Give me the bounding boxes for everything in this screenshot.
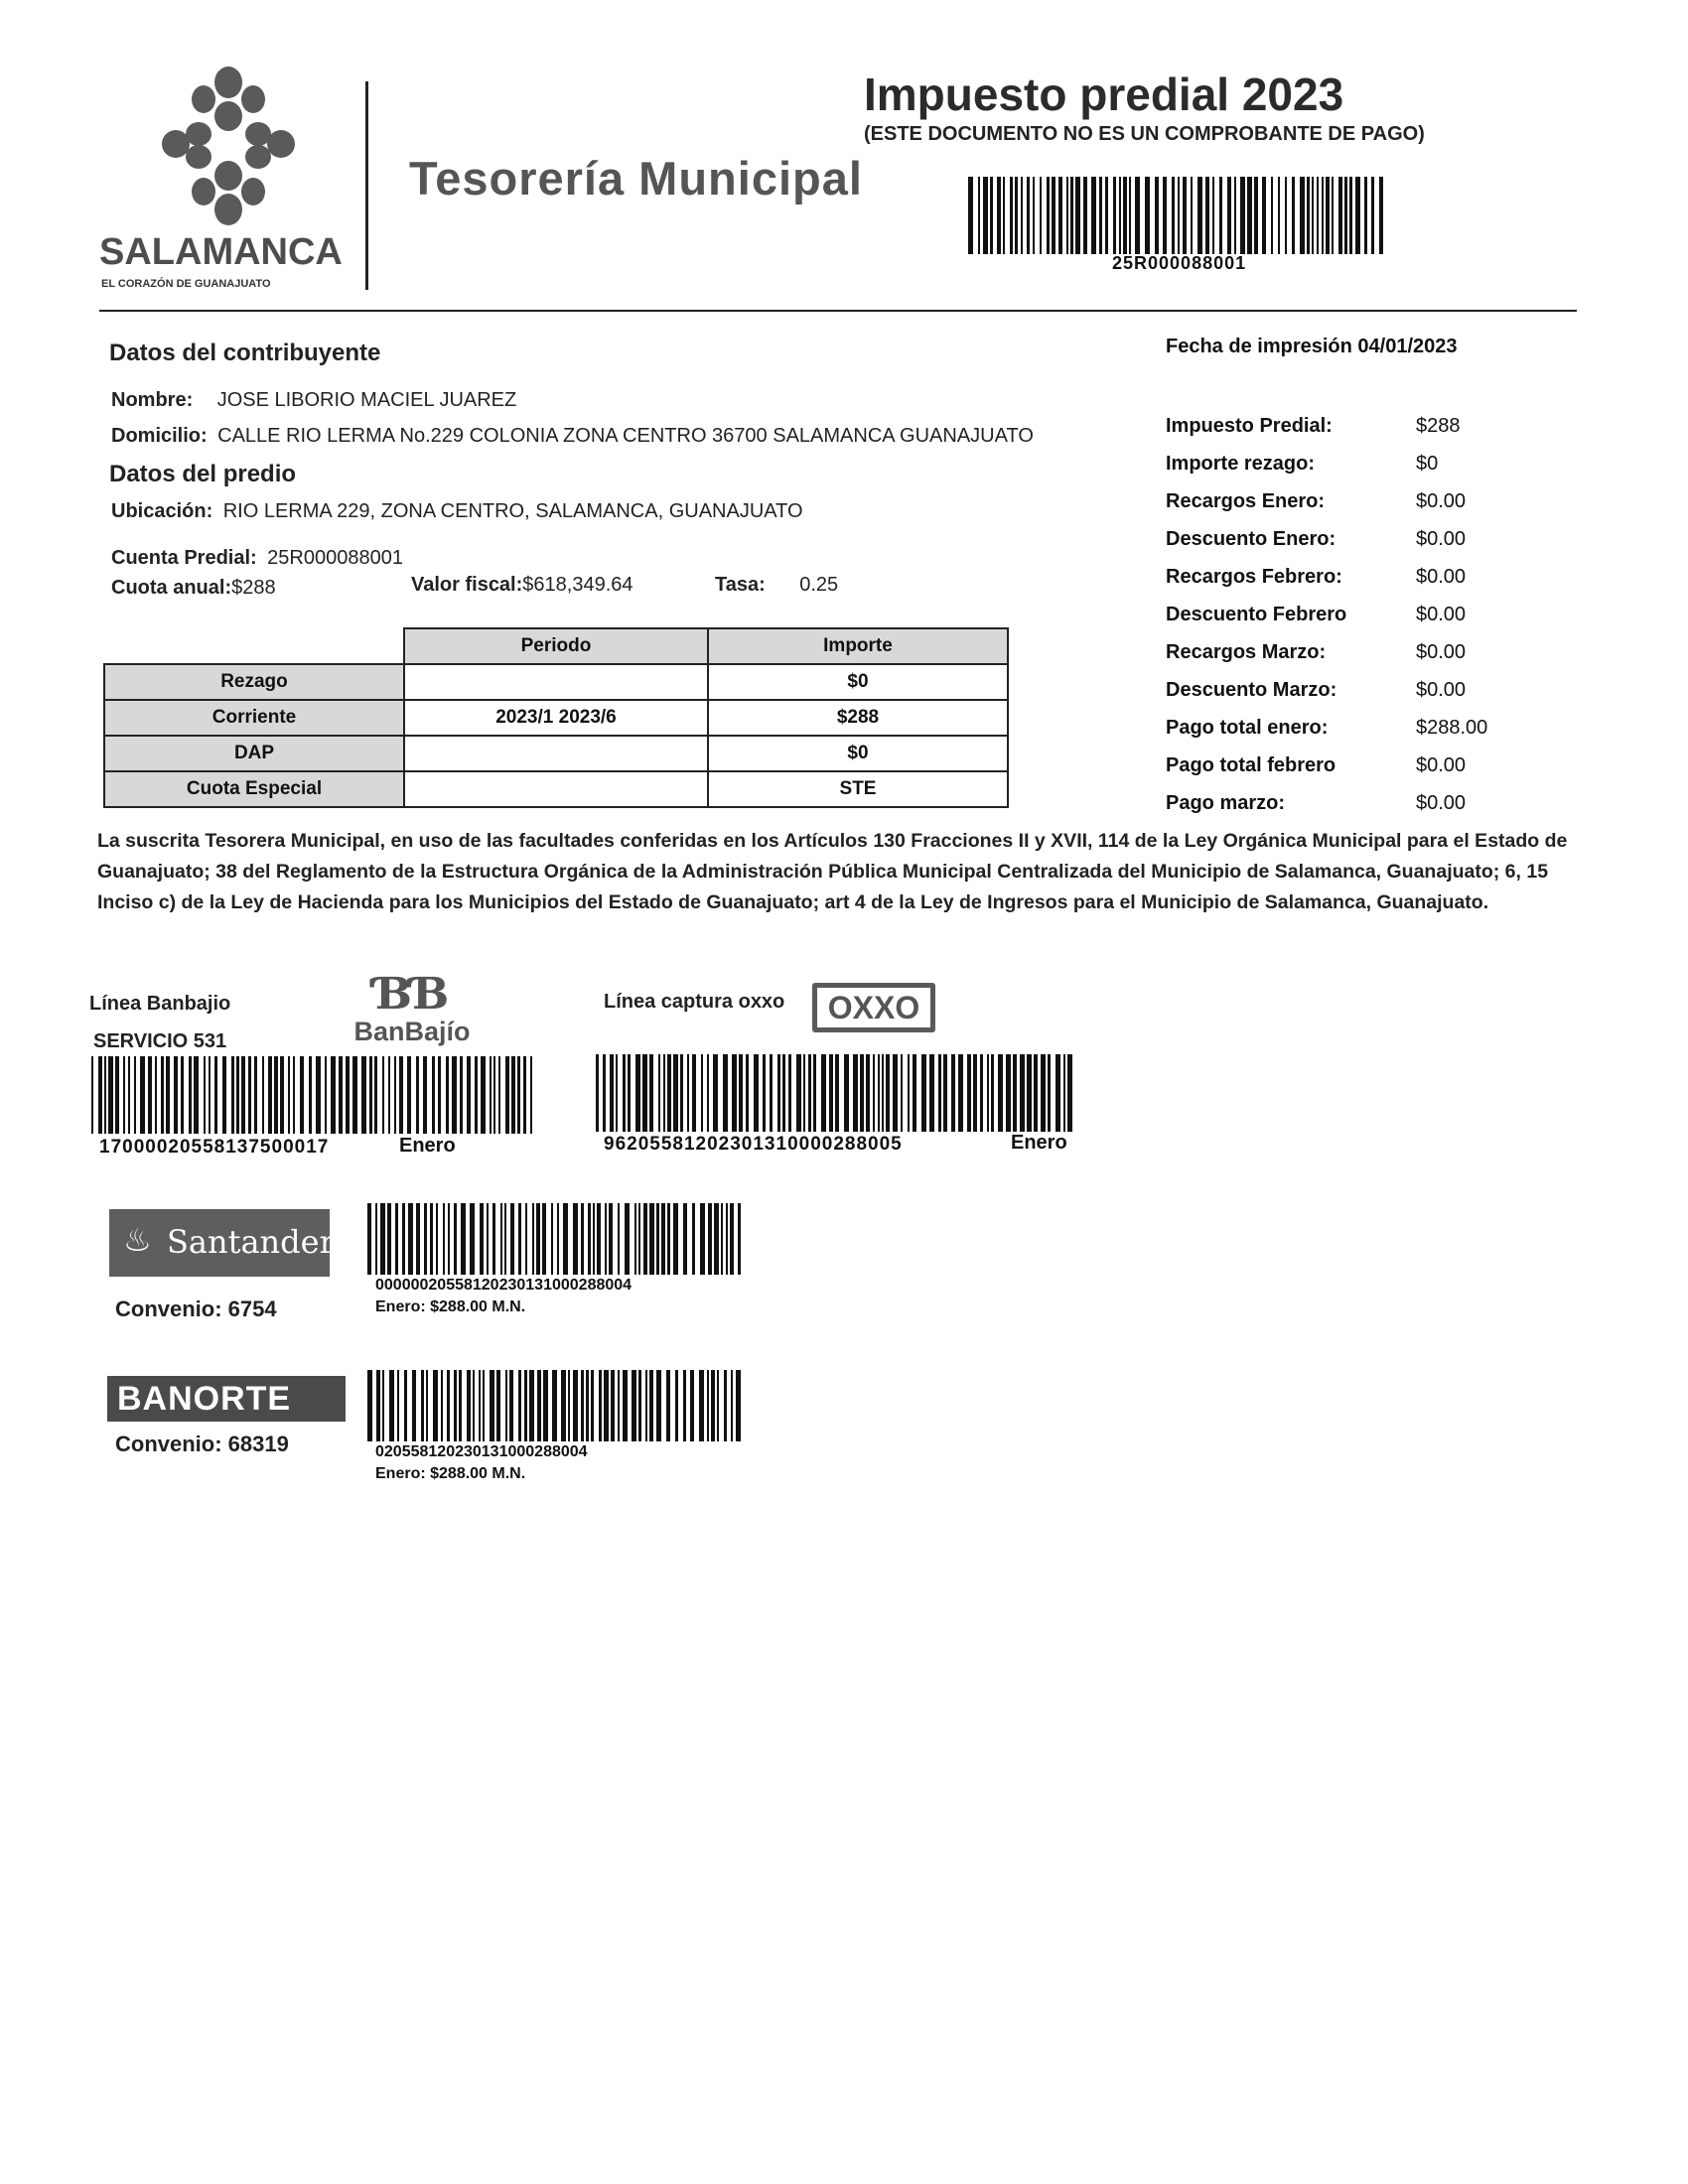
print-date-value: 04/01/2023 <box>1357 336 1458 357</box>
table-row <box>104 736 1008 771</box>
summary-row <box>1166 453 1563 490</box>
table-header-amount: Importe <box>708 628 1008 664</box>
summary-label: Pago marzo: <box>1166 792 1286 814</box>
summary-row <box>1166 754 1563 792</box>
summary-row <box>1166 528 1563 566</box>
santander-barcode <box>367 1203 747 1275</box>
table-cell-amount: STE <box>708 771 1008 807</box>
summary-label: Descuento Febrero <box>1166 604 1347 625</box>
fiscal-label: Valor fiscal: <box>411 574 523 596</box>
summary-row <box>1166 566 1563 604</box>
summary-row <box>1166 604 1563 641</box>
banbajio-logo-text: BanBajío <box>353 1017 471 1046</box>
property-section-title: Datos del predio <box>109 461 297 487</box>
summary-value: $0.00 <box>1416 528 1467 550</box>
oxxo-barcode <box>596 1054 1076 1132</box>
rate-label: Tasa: <box>715 574 766 596</box>
santander-logo <box>109 1209 335 1277</box>
location-label: Ubicación: <box>111 500 213 522</box>
table-row <box>104 664 1008 700</box>
oxxo-month: Enero <box>1011 1132 1067 1154</box>
summary-label: Recargos Febrero: <box>1166 566 1342 588</box>
header-rule <box>99 310 1577 312</box>
santander-logo-text: Santander <box>167 1223 335 1261</box>
print-date <box>1166 336 1458 358</box>
taxpayer-section-title: Datos del contribuyente <box>109 340 381 366</box>
property-location: RIO LERMA 229, ZONA CENTRO, SALAMANCA, GUANAJUATO <box>222 500 803 522</box>
salamanca-logo <box>99 65 357 303</box>
oxxo-barcode-text: 96205581202301310000288005 <box>604 1134 903 1155</box>
document-subtitle: (ESTE DOCUMENTO NO ES UN COMPROBANTE DE PAGO) <box>864 123 1425 145</box>
summary-label: Descuento Enero: <box>1166 528 1336 550</box>
table-row <box>104 771 1008 807</box>
summary-value: $0 <box>1416 453 1439 475</box>
banorte-amount: Enero: $288.00 M.N. <box>375 1465 526 1482</box>
summary-value: $288.00 <box>1416 717 1488 739</box>
summary-value: $0.00 <box>1416 490 1467 512</box>
property-rate-row <box>715 574 838 597</box>
logo-city-name: SALAMANCA <box>99 231 343 273</box>
address-label: Domicilio: <box>111 425 208 447</box>
santander-amount: Enero: $288.00 M.N. <box>375 1298 526 1315</box>
legal-text: La suscrita Tesorera Municipal, en uso de las facultades conferidas en los Artículos 130 Fracciones II y XVII, 114 de la Ley Orgánica Municipal para el Estado de Guanajuato; 38 del Reglamento de la Estructura Orgánica de la Administración Pública Municipal Centralizada del Municipio de Salamanca, Guanajuato; 6, 15 Inciso c) de la Ley de Hacienda para los Municipios del Estado de Guanajuato; art 4 de la Ley de Ingresos para el Municipio de Salamanca, Guanajuato. <box>97 830 1568 913</box>
document-title: Impuesto predial 2023 <box>864 68 1344 120</box>
property-account: 25R000088001 <box>267 547 403 569</box>
taxpayer-address: CALLE RIO LERMA No.229 COLONIA ZONA CENTRO 36700 SALAMANCA GUANAJUATO <box>217 425 1034 447</box>
property-fiscal-row <box>411 574 633 597</box>
banorte-logo <box>107 1376 346 1422</box>
account-barcode <box>968 177 1385 254</box>
summary-value: $0.00 <box>1416 566 1467 588</box>
name-label: Nombre: <box>111 389 194 411</box>
santander-agreement: Convenio: 6754 <box>115 1297 277 1321</box>
annual-label: Cuota anual: <box>111 577 232 599</box>
header-divider <box>365 81 368 290</box>
property-fiscal: $618,349.64 <box>522 574 633 596</box>
summary-row <box>1166 679 1563 717</box>
table-cell-period <box>404 771 708 807</box>
table-header-row <box>104 628 1008 664</box>
property-location-row <box>111 500 803 523</box>
oxxo-logo-text: OXXO <box>817 988 930 1027</box>
print-date-label: Fecha de impresión <box>1166 336 1352 357</box>
summary-label: Pago total enero: <box>1166 717 1329 739</box>
taxpayer-name: JOSE LIBORIO MACIEL JUAREZ <box>216 389 517 411</box>
banbajio-service: SERVICIO 531 <box>93 1030 227 1052</box>
taxpayer-address-row <box>111 425 1034 448</box>
table-row <box>104 700 1008 736</box>
banorte-barcode-text: 020558120230131000288004 <box>375 1443 588 1460</box>
account-label: Cuenta Predial: <box>111 547 257 569</box>
summary-label: Pago total febrero <box>1166 754 1336 776</box>
summary-value: $0.00 <box>1416 604 1467 625</box>
table-cell-period <box>404 736 708 771</box>
banbajio-month: Enero <box>399 1135 456 1157</box>
summary-value: $0.00 <box>1416 679 1467 701</box>
banbajio-bb-icon: ƁƁ <box>374 969 450 1020</box>
banbajio-barcode <box>91 1056 540 1134</box>
summary-row <box>1166 717 1563 754</box>
banbajio-barcode-text: 17000020558137500017 <box>99 1137 330 1158</box>
taxpayer-name-row <box>111 389 516 412</box>
table-cell-amount: $0 <box>708 664 1008 700</box>
summary-label: Recargos Marzo: <box>1166 641 1327 663</box>
table-header-period: Periodo <box>404 628 708 664</box>
account-barcode-text: 25R000088001 <box>1112 253 1247 273</box>
table-cell-amount: $0 <box>708 736 1008 771</box>
summary-value: $0.00 <box>1416 792 1467 814</box>
summary-row <box>1166 415 1563 453</box>
logo-tagline: EL CORAZÓN DE GUANAJUATO <box>101 278 271 290</box>
banorte-agreement: Convenio: 68319 <box>115 1432 289 1456</box>
summary-label: Importe rezago: <box>1166 453 1316 475</box>
table-row-label: Corriente <box>104 700 404 736</box>
oxxo-label: Línea captura oxxo <box>604 991 785 1013</box>
table-cell-amount: $288 <box>708 700 1008 736</box>
summary-row <box>1166 490 1563 528</box>
summary-label: Impuesto Predial: <box>1166 415 1333 437</box>
rates-table <box>103 627 1009 808</box>
banbajio-label: Línea Banbajio <box>89 993 231 1015</box>
property-rate: 0.25 <box>799 574 839 596</box>
banorte-barcode <box>367 1370 747 1441</box>
table-cell-period <box>404 664 708 700</box>
summary-value: $0.00 <box>1416 754 1467 776</box>
oxxo-logo <box>812 983 935 1032</box>
salamanca-flower-icon <box>154 65 303 228</box>
summary-label: Descuento Marzo: <box>1166 679 1337 701</box>
summary-value: $0.00 <box>1416 641 1467 663</box>
table-row-label: Cuota Especial <box>104 771 404 807</box>
banorte-logo-text: BANORTE <box>117 1380 292 1418</box>
summary-row <box>1166 792 1563 830</box>
table-empty-corner <box>104 628 404 664</box>
table-row-label: Rezago <box>104 664 404 700</box>
property-account-row <box>111 547 403 570</box>
summary-label: Recargos Enero: <box>1166 490 1326 512</box>
office-name: Tesorería Municipal <box>409 152 863 205</box>
property-annual: $288 <box>231 577 276 599</box>
summary-value: $288 <box>1416 415 1461 437</box>
santander-flame-icon: ♨ <box>123 1222 152 1258</box>
banbajio-logo <box>338 969 487 1047</box>
table-cell-period: 2023/1 2023/6 <box>404 700 708 736</box>
property-annual-row <box>111 577 276 600</box>
santander-barcode-text: 00000020558120230131000288004 <box>375 1277 633 1294</box>
summary-row <box>1166 641 1563 679</box>
table-row-label: DAP <box>104 736 404 771</box>
